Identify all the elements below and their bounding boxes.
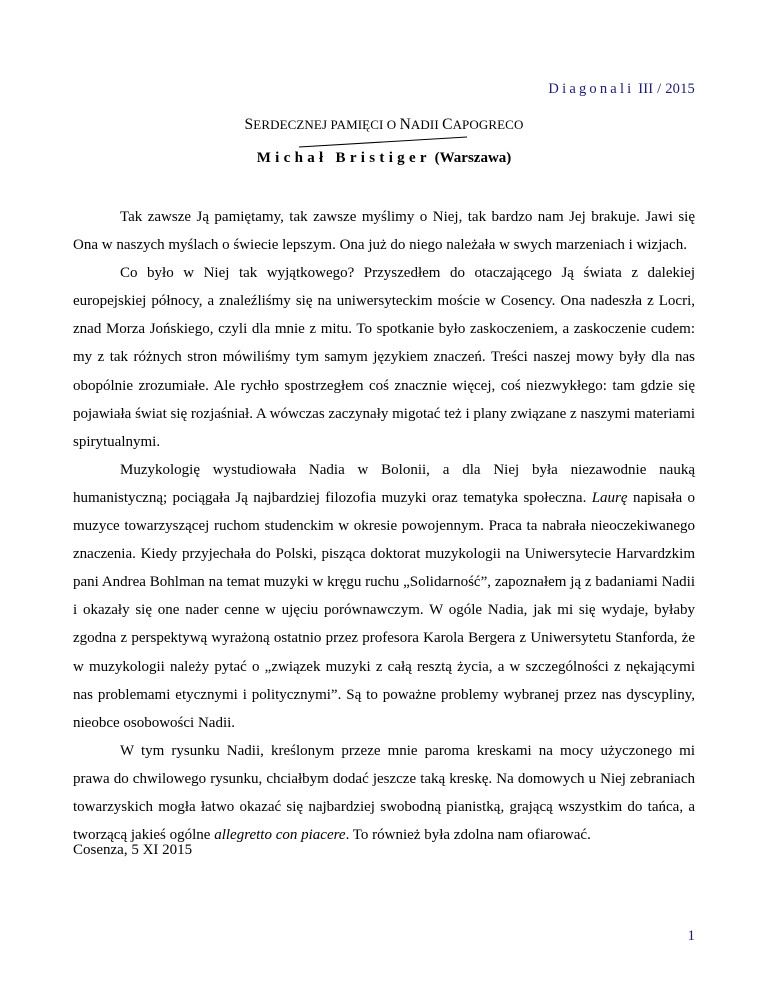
dedication-text-1: ERDECZNEJ PAMIĘCI O: [253, 117, 400, 132]
journal-series: Diagonali: [548, 81, 635, 97]
dedication-text-3: APOGRECO: [452, 117, 524, 132]
author-city: (Warszawa): [434, 150, 512, 166]
author-line: [0, 150, 768, 167]
paragraph-2: Co było w Niej tak wyjątkowego? Przyszedłem do otaczającego Ją świata z dalekiej europejskiej północy, a znaleźliśmy się na uniwersyteckim moście w Cosency. Ona nadeszła z Locri, znad Morza Jońskiego, czyli dla mnie z mitu. To spotkanie było zaskoczeniem, a zaskoczenie cudem: my z tak różnych stron mówiliśmy tym samym językiem znaczeń. Treści naszej mowy były dla nas obopólnie zrozumiałe. Ale rychło spostrzegłem coś znacznie więcej, coś niezwykłego: tam gdzie się pojawiała świat się rozjaśniał. A wówczas zaczynały migotać też i plany związane z naszymi materiami spirytualnymi.: [73, 265, 695, 450]
dedication-cap-n: N: [399, 116, 411, 133]
paragraph-3-italic: Laurę: [591, 489, 628, 506]
paragraph-4-text-b: . To również była zdolna nam ofiarować.: [345, 827, 591, 844]
paragraph-4: [73, 737, 695, 849]
dedication-cap-c: C: [442, 116, 453, 133]
article-body: [73, 203, 695, 849]
decorative-rule: [297, 135, 469, 149]
place-date: Cosenza, 5 XI 2015: [73, 842, 193, 858]
paragraph-3-text-a: Muzykologię wystudiowała Nadia w Bolonii, a dla Niej była niezawodnie nauką humanistyczną; pociągała Ją najbardziej filozofia muzyki oraz tematyka społeczna.: [73, 461, 695, 506]
paragraph-3-text-b: napisała o muzyce towarzyszącej ruchom studenckim w okresie powojennym. Praca ta nabrała nieoczekiwanego znaczenia. Kiedy przyjechała do Polski, pisząca doktorat muzykologii na Uniwersytecie Harvardzkim pani Andrea Bohlman na temat muzyki w kręgu ruchu „Solidarność”, zapoznałem ją z badaniami Nadii i okazały się one nader cenne w ujęciu porównawczym. W ogóle Nadia, jak mi się wydaje, byłaby zgodna z perspektywą wyrażoną ostatnio przez profesora Karola Bergera z Uniwersytetu Stanforda, że w muzykologii należy pytać o „związek muzyki z całą resztą życia, a w szczególności z nękającymi nas problemami etycznymi i politycznymi”. Są to poważne problemy wybranej przez nas dyscypliny, nieobce osobowości Nadii.: [73, 489, 695, 731]
paragraph-4-italic: allegretto con piacere: [214, 827, 346, 844]
dedication-cap-s: S: [244, 116, 254, 133]
dedication-line: [0, 116, 768, 134]
dedication-text-2: ADII: [410, 117, 443, 132]
page-number: 1: [687, 928, 695, 944]
journal-header: [548, 81, 695, 98]
journal-issue: III / 2015: [638, 81, 695, 97]
paragraph-1: Tak zawsze Ją pamiętamy, tak zawsze myślimy o Niej, tak bardzo nam Jej brakuje. Jawi się Ona w naszych myślach o świecie lepszym. Ona już do niego należała w swych marzeniach i wizjach.: [73, 209, 695, 254]
paragraph-3: [73, 456, 695, 737]
paragraph-4-text-a: W tym rysunku Nadii, kreślonym przeze mnie paroma kreskami na mocy użyczonego mi prawa do chwilowego rysunku, chciałbym dodać jeszcze taką kreskę. Na domowych u Niej zebraniach towarzyskich mogła łatwo okazać się najbardziej swobodną pianistką, grającą wszystkim do tańca, a tworzącą jakieś ogólne: [73, 742, 695, 844]
author-name: Michał Bristiger: [256, 150, 431, 166]
